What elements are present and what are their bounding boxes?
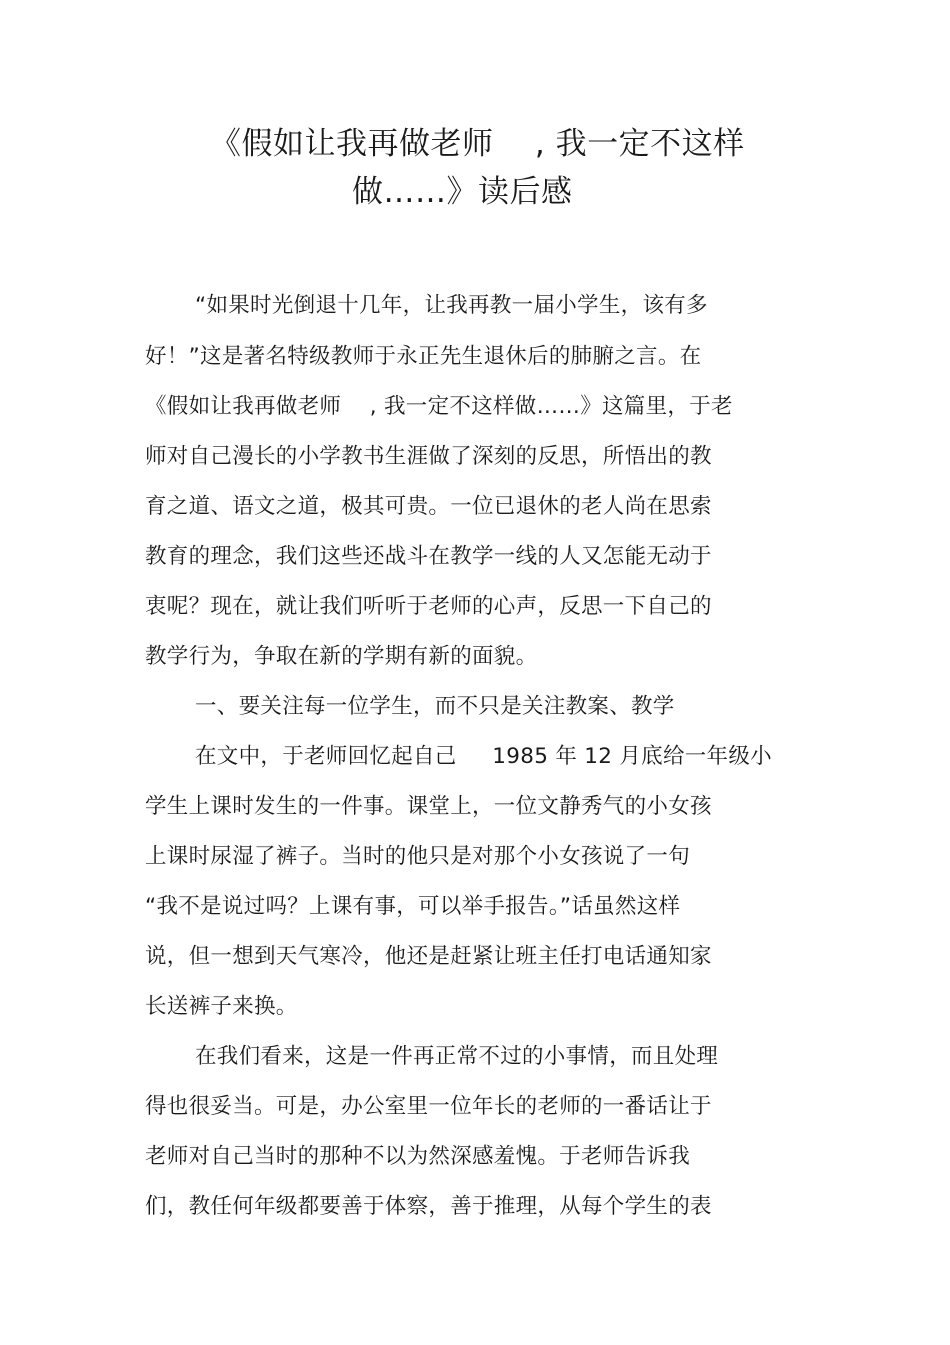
paragraph-line: 们，教任何年级都要善于体察，善于推理，从每个学生的表 xyxy=(145,1194,712,1219)
paragraph-line: 得也很妥当。可是，办公室里一位年长的老师的一番话让于 xyxy=(145,1094,712,1119)
paragraph-line: 上课时尿湿了裤子。当时的他只是对那个小女孩说了一句 xyxy=(145,844,691,869)
paragraph-line: 好！”这是著名特级教师于永正先生退休后的肺腑之言。在 xyxy=(145,344,702,369)
paragraph-line: 衷呢？现在，就让我们听听于老师的心声，反思一下自己的 xyxy=(145,594,712,619)
paragraph-line: 在我们看来，这是一件再正常不过的小事情，而且处理 xyxy=(195,1044,719,1069)
section-heading: 一、要关注每一位学生，而不只是关注教案、教学 xyxy=(195,694,675,719)
paragraph-line: 《假如让我再做老师 , 我一定不这样做……》这篇里，于老 xyxy=(145,394,733,419)
paragraph-line: 教育的理念，我们这些还战斗在教学一线的人又怎能无动于 xyxy=(145,544,712,569)
paragraph-line: 育之道、语文之道，极其可贵。一位已退休的老人尚在思索 xyxy=(145,494,712,519)
document-title-line-1: 《假如让我再做老师 , 我一定不这样 xyxy=(210,126,745,162)
paragraph-line: “如果时光倒退十几年，让我再教一届小学生，该有多 xyxy=(195,293,708,318)
paragraph-line: 说，但一想到天气寒冷，他还是赶紧让班主任打电话通知家 xyxy=(145,944,712,969)
document-title-line-2: 做……》读后感 xyxy=(352,174,573,210)
paragraph-line: 长送裤子来换。 xyxy=(145,994,298,1019)
paragraph-line: “我不是说过吗？上课有事，可以举手报告。”话虽然这样 xyxy=(145,894,681,919)
paragraph-line: 教学行为，争取在新的学期有新的面貌。 xyxy=(145,644,538,669)
paragraph-line: 学生上课时发生的一件事。课堂上，一位文静秀气的小女孩 xyxy=(145,794,712,819)
paragraph-line: 在文中，于老师回忆起自己 1985 年 12 月底给一年级小 xyxy=(195,744,772,769)
paragraph-line: 师对自己漫长的小学教书生涯做了深刻的反思，所悟出的教 xyxy=(145,444,712,469)
paragraph-line: 老师对自己当时的那种不以为然深感羞愧。于老师告诉我 xyxy=(145,1144,691,1169)
